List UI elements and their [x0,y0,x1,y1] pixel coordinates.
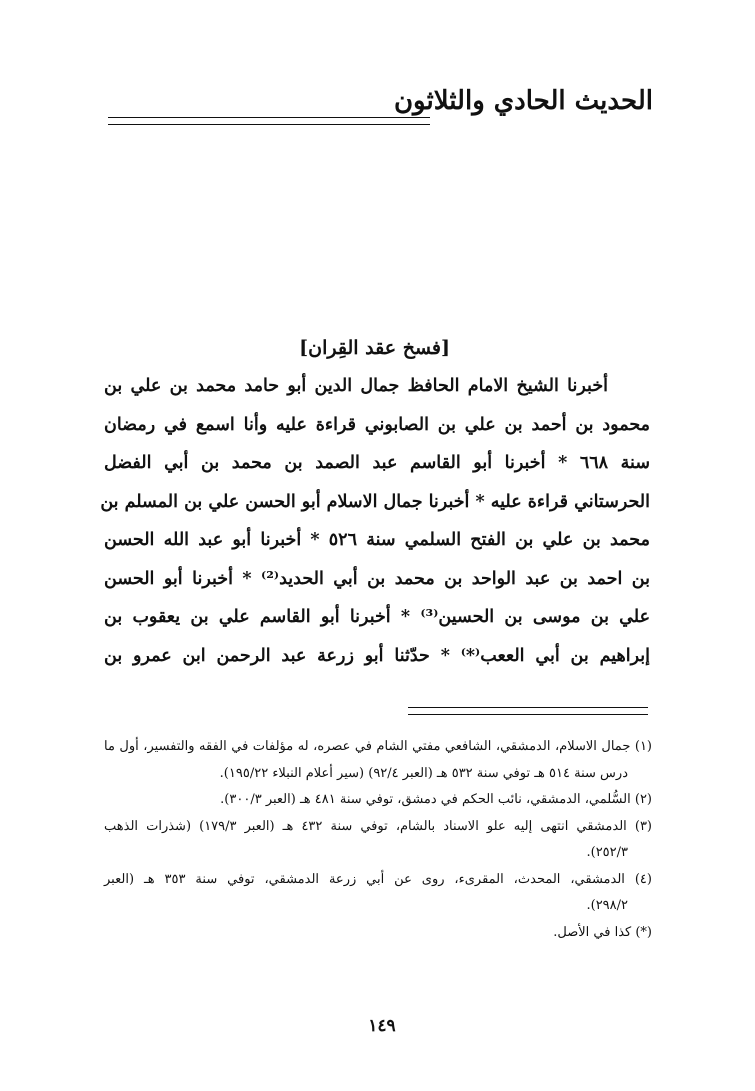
footnote-line: (٤) الدمشقي، المحدث، المقرىء، روى عن أبي زرعة الدمشقي، توفي سنة ٣٥٣ هـ (العبر [104,871,652,887]
page-number: ١٤٩ [368,1016,396,1036]
hadith-heading: الحديث الحادي والثلاثون [393,86,653,116]
body-line: سنة ٦٦٨ * أخبرنا أبو القاسم عبد الصمد بن محمد بن أبي الفضل [104,453,650,473]
body-line: علي بن موسى بن الحسين⁽³⁾ * أخبرنا أبو القاسم علي بن يعقوب بن [104,607,651,627]
body-line: محمود بن أحمد بن علي بن الصابوني قراءة عليه وأنا اسمع في رمضان [104,414,650,435]
body-line: أخبرنا الشيخ الامام الحافظ جمال الدين أبو حامد محمد بن علي بن [104,376,608,396]
footnotes [104,734,652,946]
footnote-line: (٢) السُّلمي، الدمشقي، نائب الحكم في دمشق، توفي سنة ٤٨١ هـ (العبر ٣٠٠/٣). [220,792,652,807]
footnote-line: (١) جمال الاسلام، الدمشقي، الشافعي مفتي الشام في عصره، له مؤلفات في الفقه والتفسير، أول ما [104,739,652,754]
footnote-line: (*) كذا في الأصل. [553,924,652,940]
body-line: الحرستاني قراءة عليه * أخبرنا جمال الاسلام أبو الحسن علي بن المسلم بن [100,491,650,512]
footnote-line: ٢٥٢/٣). [586,845,628,860]
footnote-separator [408,707,648,715]
footnote-line: درس سنة ٥١٤ هـ توفي سنة ٥٣٢ هـ (العبر ٩٢/٤) (سير أعلام النبلاء ١٩٥/٢٢). [219,765,628,781]
body-line: محمد بن علي بن الفتح السلمي سنة ٥٢٦ * أخبرنا أبو عبد الله الحسن [104,530,650,550]
body-text [100,367,651,675]
body-line: إبراهيم بن أبي الععب⁽*⁾ * حدّثنا أبو زرعة عبد الرحمن ابن عمرو بن [104,645,650,666]
heading-rule [108,117,430,125]
footnote-line: ٢٩٨/٢). [586,898,628,913]
section-title: [فسخ عقد القِران] [299,337,450,359]
footnote-line: (٣) الدمشقي انتهى إليه علو الاسناد بالشام، توفي سنة ٤٣٢ هـ (العبر ١٧٩/٣) (شذرات الذهب [104,818,652,834]
body-line: بن احمد بن عبد الواحد بن محمد بن أبي الحديد⁽²⁾ * أخبرنا أبو الحسن [104,568,650,589]
